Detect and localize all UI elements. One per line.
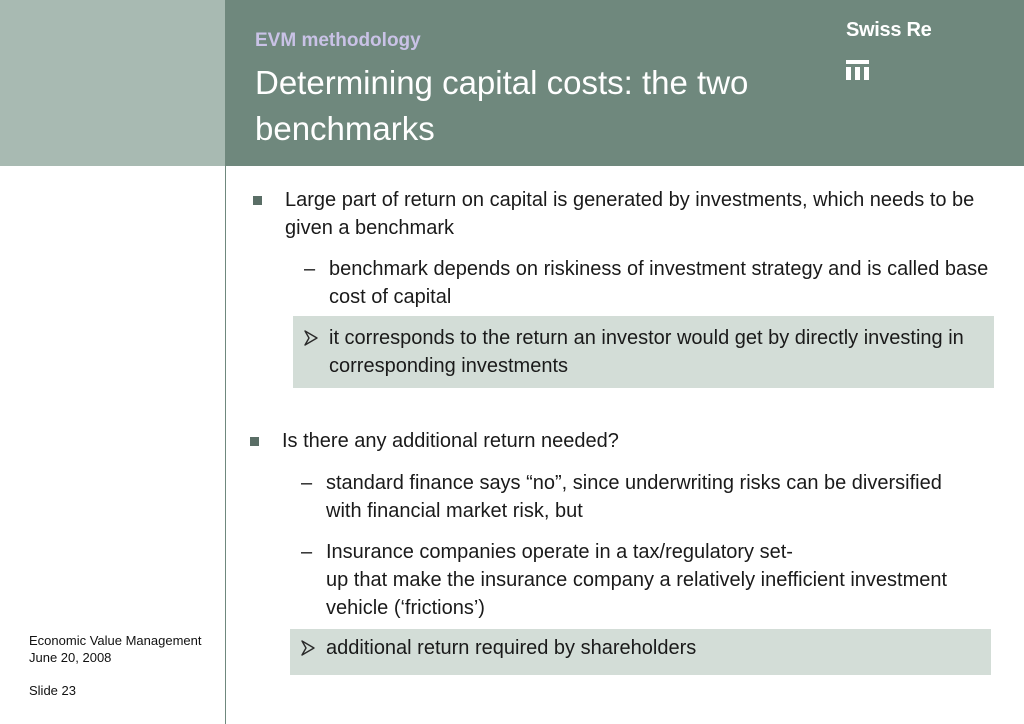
section-subtitle: EVM methodology [255,30,421,51]
square-bullet-icon [250,437,259,446]
sub-bullet-text: benchmark depends on riskiness of investment strategy and is called base cost of capital [329,258,989,308]
divider-line [225,166,226,724]
square-bullet-icon [253,196,262,205]
swiss-re-logo-icon [846,60,870,80]
sub-bullet-text: Insurance companies operate in a tax/regulatory set- [326,541,793,563]
arrow-bullet-icon [304,330,318,346]
dash-bullet: – [301,472,313,494]
slide-title: Determining capital costs: the two benchmarks [255,64,749,147]
left-header-band [0,0,225,166]
slide-number: Slide 23 [29,683,76,698]
arrow-bullet-icon [301,640,315,656]
footer-date: June 20, 2008 [29,650,112,665]
bullet-text: Large part of return on capital is generated by investments, which needs to be given a benchmark [285,189,975,239]
callout-text: additional return required by shareholders [326,637,697,659]
bullet-text: Is there any additional return needed? [282,430,619,452]
footer-title: Economic Value Management [29,633,202,648]
sub-bullet-text: standard finance says “no”, since underwriting risks can be diversified with financial market risk, but [326,472,942,522]
callout-text: it corresponds to the return an investor would get by directly investing in corresponding investments [329,327,964,377]
dash-bullet: – [304,258,316,280]
dash-bullet: – [301,541,313,563]
logo-text: Swiss Re [846,19,932,41]
sub-bullet-text: up that make the insurance company a relatively inefficient investment vehicle (‘frictions’) [326,569,948,619]
